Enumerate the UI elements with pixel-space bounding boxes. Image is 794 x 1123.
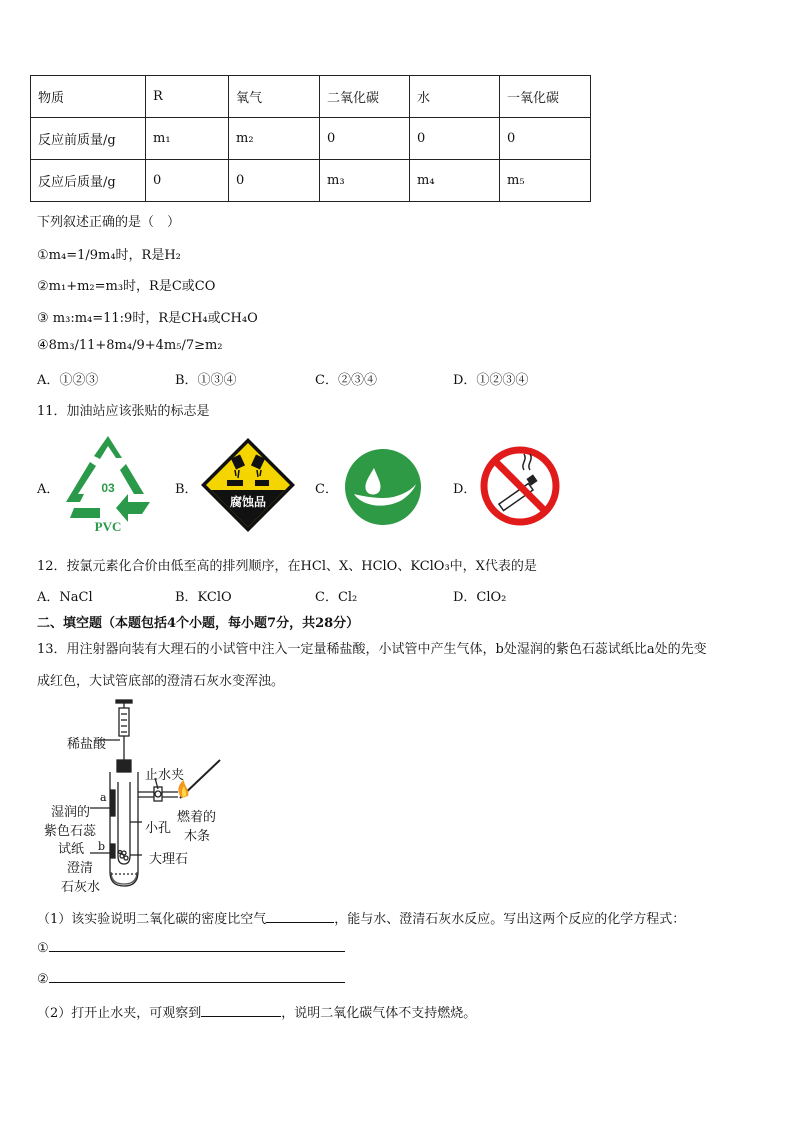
table-header: 一氧化碳 [500, 76, 591, 118]
row-label: 反应后质量/g [31, 160, 146, 202]
label-dilute-hcl: 稀盐酸 [67, 737, 107, 752]
table-header: 二氧化碳 [320, 76, 410, 118]
mass-table [30, 75, 591, 202]
q13-stem-line-2: 成红色，大试管底部的澄清石灰水变浑浊。 [37, 674, 285, 689]
q13-part2 [37, 1002, 476, 1021]
label-limewater-1: 澄清 [67, 861, 94, 876]
q13-part2-prefix: （2）打开止水夹，可观察到 [37, 1006, 202, 1021]
q12-option-b[interactable]: B．KClO [175, 590, 232, 605]
answer-blank-equation-2[interactable] [49, 970, 345, 983]
label-water-clamp: 止水夹 [145, 768, 185, 783]
table-cell: m₄ [410, 160, 500, 202]
equation-line-1 [37, 939, 345, 956]
label-b: b [98, 840, 106, 853]
q12-option-a[interactable]: A．NaCl [37, 590, 93, 605]
table-cell: m₅ [500, 160, 591, 202]
q10-statement-4: ④8m₃/11+8m₄/9+4m₅/7≥m₂ [37, 338, 223, 353]
label-a: a [100, 791, 107, 804]
no-smoking-icon[interactable] [480, 446, 560, 526]
q10-stem: 下列叙述正确的是（ ） [37, 215, 181, 230]
label-burning-1: 燃着的 [177, 810, 217, 825]
table-cell: 0 [410, 118, 500, 160]
table-cell: 0 [146, 160, 229, 202]
label-marble: 大理石 [149, 852, 189, 867]
table-header-row [31, 76, 591, 118]
recycle-pvc-icon[interactable] [60, 432, 156, 534]
q13-part2-suffix: ，说明二氧化碳气体不支持燃烧。 [281, 1006, 477, 1021]
table-cell: m₃ [320, 160, 410, 202]
row-label: 反应前质量/g [31, 118, 146, 160]
label-burning-2: 木条 [184, 829, 211, 844]
label-litmus-2: 紫色石蕊 [44, 824, 97, 839]
q13-stem-line-1: 13．用注射器向装有大理石的小试管中注入一定量稀盐酸，小试管中产生气体，b处湿润的紫色石蕊试纸比a处的先变 [37, 642, 707, 657]
recycle-number: 03 [101, 481, 115, 495]
table-header: 物质 [31, 76, 146, 118]
equation-2-label: ② [37, 972, 49, 987]
table-header: R [146, 76, 229, 118]
q13-part1 [37, 908, 685, 927]
section-heading: 二、填空题（本题包括4个小题，每小题7分，共28分） [37, 616, 360, 631]
label-limewater-2: 石灰水 [61, 880, 101, 895]
q11-option-a-label[interactable]: A． [37, 482, 60, 497]
q11-stem: 11．加油站应该张贴的标志是 [37, 404, 210, 419]
table-cell: m₂ [229, 118, 320, 160]
equation-line-2 [37, 970, 345, 987]
q10-option-a[interactable]: A．①②③ [37, 373, 99, 388]
table-header: 氧气 [229, 76, 320, 118]
answer-blank-density[interactable] [266, 910, 334, 923]
answer-blank-equation-1[interactable] [49, 939, 345, 952]
corrosive-icon[interactable] [199, 436, 297, 534]
q12-stem: 12．按氯元素化合价由低至高的排列顺序，在HCl、X、HClO、KClO₃中，X代表的是 [37, 559, 537, 574]
label-litmus-1: 湿润的 [51, 805, 91, 820]
water-saving-icon[interactable] [344, 448, 422, 526]
q10-statement-1: ①m₄=1/9m₄时，R是H₂ [37, 248, 181, 263]
answer-blank-observation[interactable] [201, 1004, 281, 1017]
table-cell: 0 [229, 160, 320, 202]
table-row [31, 118, 591, 160]
table-cell: m₁ [146, 118, 229, 160]
q11-option-b-label[interactable]: B． [175, 482, 198, 497]
q13-part1-suffix: ，能与水、澄清石灰水反应。写出这两个反应的化学方程式： [334, 912, 686, 927]
q10-option-c[interactable]: C．②③④ [315, 373, 377, 388]
q10-statement-2: ②m₁+m₂=m₃时，R是C或CO [37, 279, 216, 294]
table-cell: 0 [500, 118, 591, 160]
q12-option-c[interactable]: C．Cl₂ [315, 590, 358, 605]
equation-1-label: ① [37, 941, 49, 956]
table-header: 水 [410, 76, 500, 118]
q13-part1-prefix: （1）该实验说明二氧化碳的密度比空气 [37, 912, 267, 927]
table-cell: 0 [320, 118, 410, 160]
q10-option-d[interactable]: D．①②③④ [453, 373, 529, 388]
recycle-label: PVC [94, 519, 122, 534]
q11-option-c-label[interactable]: C． [315, 482, 338, 497]
q10-option-b[interactable]: B．①③④ [175, 373, 237, 388]
label-litmus-3: 试纸 [58, 842, 85, 857]
q11-option-d-label[interactable]: D． [453, 482, 477, 497]
corrosive-label: 腐蚀品 [229, 495, 267, 509]
table-row [31, 160, 591, 202]
q10-statement-3: ③ m₃:m₄=11:9时，R是CH₄或CH₄O [37, 311, 258, 326]
label-small-hole: 小孔 [145, 821, 172, 836]
q12-option-d[interactable]: D．ClO₂ [453, 590, 507, 605]
